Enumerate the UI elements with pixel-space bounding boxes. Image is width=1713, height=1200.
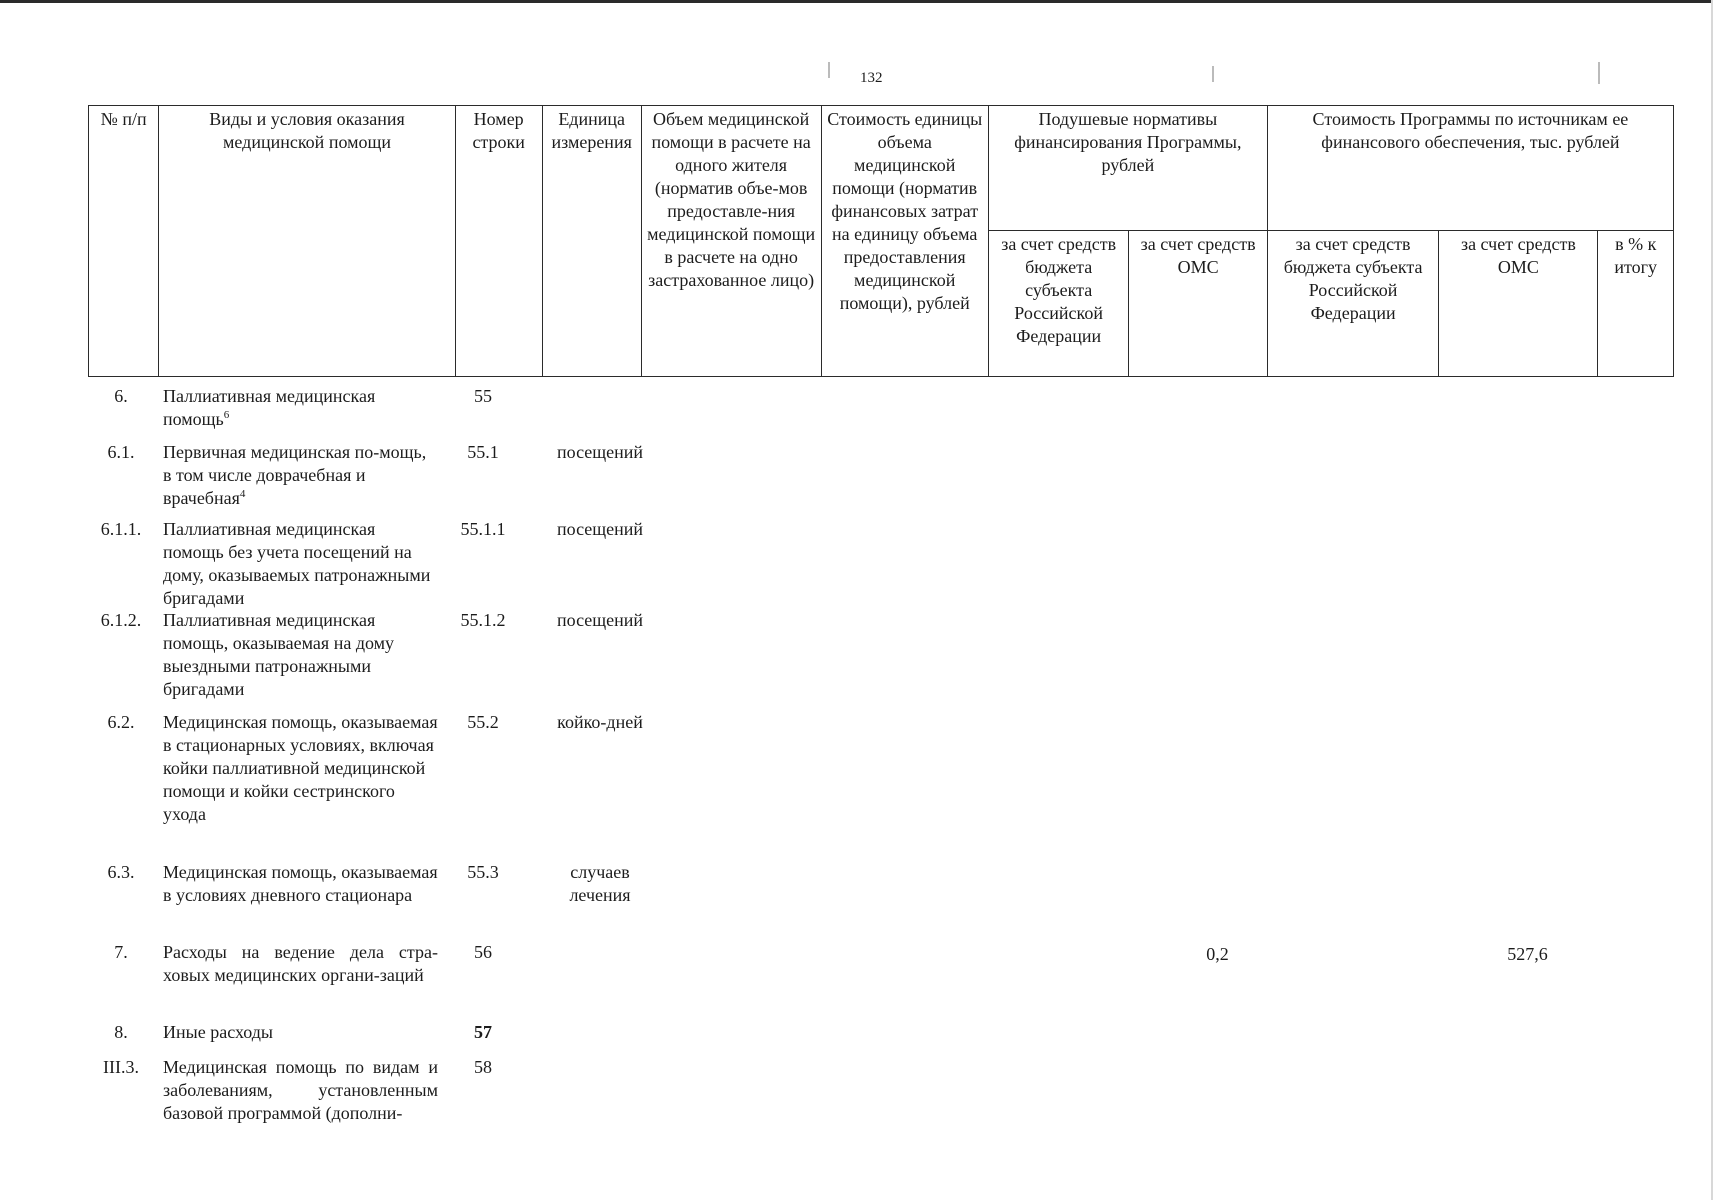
footnote-ref: 4	[239, 488, 246, 500]
header-pc-oms: за счет средств ОМС	[1129, 231, 1267, 377]
row-line-number: 55.1.1	[460, 519, 506, 539]
row-unit: койко-дней	[557, 712, 643, 732]
row-name	[163, 441, 438, 510]
scan-mark	[828, 62, 830, 78]
row-line-number: 55.2	[467, 712, 499, 732]
row-line-number: 55	[474, 386, 492, 406]
header-pc-budget: за счет средств бюджета субъекта Российской Федерации	[988, 231, 1129, 377]
header-cost-budget: за счет средств бюджета субъекта Российской Федерации	[1267, 231, 1439, 377]
row-name: Иные расходы	[163, 1022, 274, 1042]
row-number: III.3.	[103, 1057, 139, 1077]
row-unit: посещений	[556, 442, 644, 462]
scan-mark	[1598, 62, 1600, 84]
page-number: 132	[860, 70, 883, 86]
header-kind: Виды и условия оказания медицинской помощи	[159, 106, 456, 377]
header-cost-oms: за счет средств ОМС	[1439, 231, 1598, 377]
row-unit: случаев лечения	[569, 862, 631, 905]
per-capita-oms-value: 0,2	[1206, 944, 1229, 964]
row-number: 6.2.	[107, 712, 135, 732]
row-unit: посещений	[556, 610, 644, 630]
row-name: Паллиативная медицинская помощь без учета посещений на дому, оказываемых патронажными бригадами	[163, 519, 431, 608]
row-line-number: 57	[474, 1022, 492, 1042]
scan-mark	[1212, 66, 1214, 82]
row-name: Медицинская помощь, оказываемая в условиях дневного стационара	[163, 862, 438, 905]
row-line-number: 55.1	[467, 442, 499, 462]
row-name: Паллиативная медицинская помощь, оказываемая на дому выездными патронажными бригадами	[163, 610, 395, 699]
row-unit: посещений	[556, 519, 644, 539]
row-name: Медицинская помощь по видам и заболеваниям, установленным базовой программой (дополни-	[163, 1057, 438, 1123]
row-name: Медицинская помощь, оказываемая в стационарных условиях, включая койки паллиативной медицинской помощи и койки сестринского ухода	[163, 712, 438, 824]
row-name-text: Первичная медицинская по-мощь, в том числе доврачебная и врачебная	[163, 442, 427, 508]
header-volume: Объем медицинской помощи в расчете на одного жителя (норматив объе-мов предоставле-ния медицинской помощи в расчете на одно застрахованное лицо)	[641, 106, 821, 377]
row-number: 7.	[114, 942, 128, 962]
row-number: 6.1.2.	[100, 610, 142, 630]
header-cost-group: Стоимость Программы по источникам ее финансового обеспечения, тыс. рублей	[1267, 106, 1673, 231]
cost-oms-value: 527,6	[1507, 944, 1548, 964]
header-line: Номер строки	[455, 106, 542, 377]
row-line-number: 55.1.2	[460, 610, 506, 630]
row-name-text: Паллиативная медицинская помощь	[163, 386, 376, 429]
top-border-line	[0, 0, 1713, 3]
table-header	[88, 105, 1674, 377]
row-line-number: 58	[474, 1057, 492, 1077]
row-name: Расходы на ведение дела стра-ховых медицинских органи-заций	[163, 942, 438, 985]
row-line-number: 56	[474, 942, 492, 962]
row-name	[163, 385, 438, 431]
header-unit-cost: Стоимость единицы объема медицинской помощи (норматив финансовых затрат на единицу объема предоставления медицинской помощи), рублей	[821, 106, 988, 377]
row-line-number: 55.3	[467, 862, 499, 882]
row-number: 6.1.	[107, 442, 135, 462]
row-number: 6.1.1.	[100, 519, 142, 539]
header-cost-percent: в % к итогу	[1598, 231, 1674, 377]
row-number: 6.3.	[107, 862, 135, 882]
row-number: 8.	[114, 1022, 128, 1042]
header-num: № п/п	[89, 106, 159, 377]
header-unit: Единица измерения	[542, 106, 641, 377]
header-per-capita-group: Подушевые нормативы финансирования Программы, рублей	[988, 106, 1267, 231]
footnote-ref: 6	[223, 409, 230, 421]
row-number: 6.	[114, 386, 128, 406]
